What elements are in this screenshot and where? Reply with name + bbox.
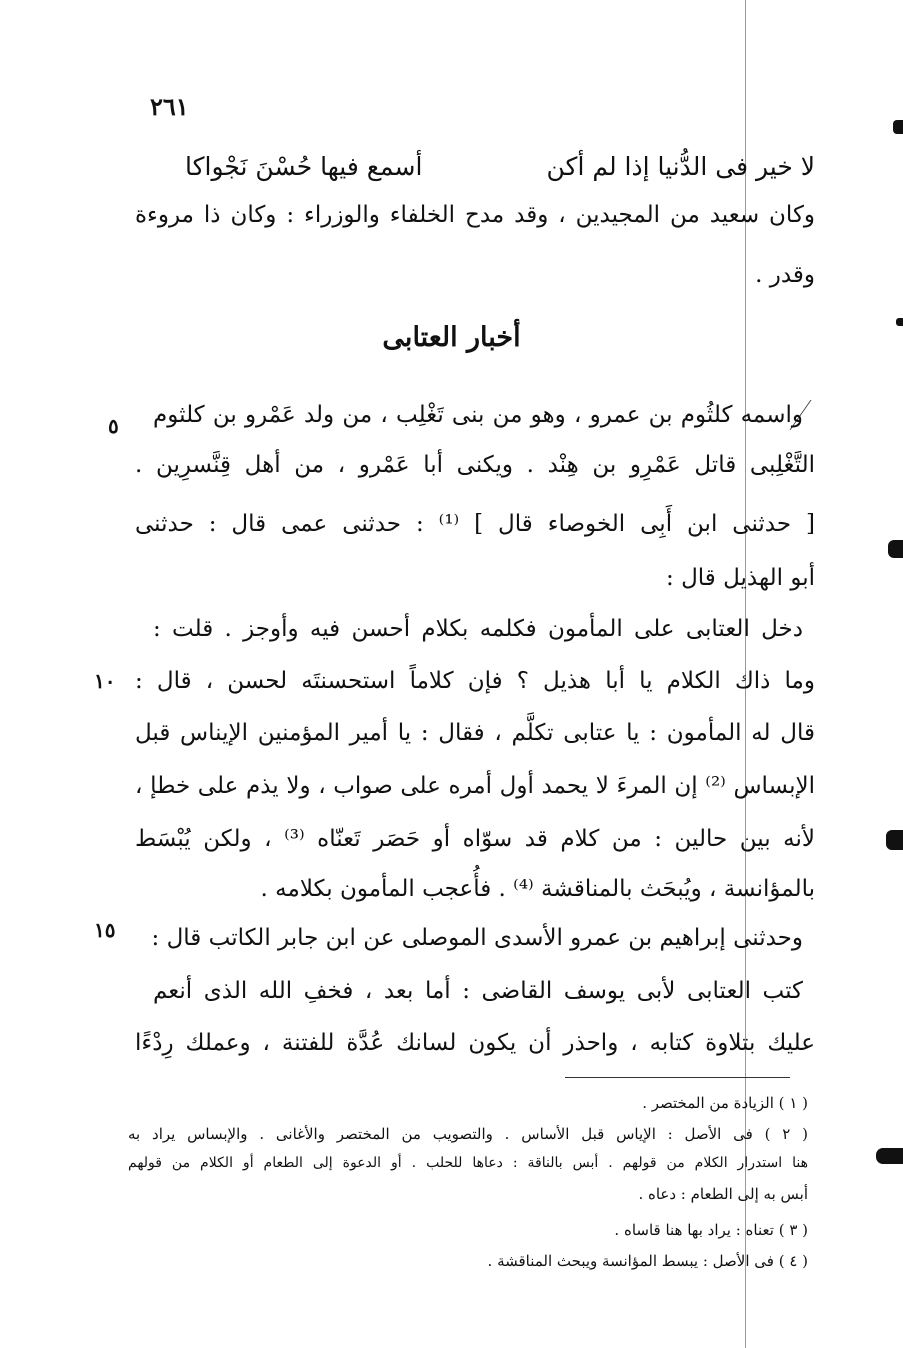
body-line: كتب العتابى لأبى يوسف القاضى : أما بعد ، فخفِ الله الذى أنعم — [153, 978, 803, 1004]
footnote: ( ٤ ) فى الأصل : يبسط المؤانسة ويبحث المناقشة . — [487, 1252, 808, 1270]
edge-scan-mark — [886, 830, 903, 850]
footnote: هنا استدرار الكلام من قولهم . أبس بالناقة : دعاها للحلب . أو الدعوة إلى الطعام أو الكلام من قولهم — [128, 1155, 808, 1171]
footnote: أبس به إلى الطعام : دعاه . — [638, 1185, 808, 1203]
body-line: قال له المأمون : يا عتابى تكلَّم ، فقال : يا أمير المؤمنين الإيناس قبل — [135, 720, 815, 746]
body-line: وحدثنى إبراهيم بن عمرو الأسدى الموصلى عن ابن جابر الكاتب قال : — [151, 925, 803, 951]
footnote: ( ١ ) الزيادة من المختصر . — [642, 1094, 808, 1112]
edge-scan-mark — [888, 540, 903, 558]
verse-hemistich-right: لا خير فى الدُّنيا إذا لم أكن — [546, 152, 815, 181]
body-line: التَّغْلِبى قاتل عَمْرِو بن هِنْد . ويكنى أبا عَمْرو ، من أهل قِنَّسرِين . — [135, 452, 815, 478]
body-line: بالمؤانسة ، ويُبحَث بالمناقشة ⁽⁴⁾ . فأُعجب المأمون بكلامه . — [260, 876, 815, 902]
footnote-separator — [565, 1077, 790, 1078]
line-number-10: ١٠ — [94, 669, 116, 693]
verse-hemistich-left: أسمع فيها حُسْنَ نَجْواكا — [185, 152, 423, 181]
line-number-5: ٥ — [108, 414, 119, 438]
intro-line: وقدر . — [755, 262, 815, 288]
body-line: دخل العتابى على المأمون فكلمه بكلام أحسن فيه وأوجز . قلت : — [153, 616, 803, 642]
body-line: أبو الهذيل قال : — [666, 565, 815, 591]
line-number-15: ١٥ — [94, 918, 116, 942]
page-number: ٢٦١ — [150, 92, 189, 121]
edge-scan-mark — [876, 1148, 903, 1164]
intro-line: وكان سعيد من المجيدين ، وقد مدح الخلفاء والوزراء : وكان ذا مروءة — [135, 202, 815, 228]
poetry-verse — [185, 152, 815, 181]
body-line: الإبساس ⁽²⁾ إن المرءَ لا يحمد أول أمره على صواب ، ولا يذم على خطإ ، — [135, 773, 815, 799]
section-heading: أخبار العتابى — [382, 322, 521, 353]
footnote: ( ٢ ) فى الأصل : الإياس قبل الأساس . والتصويب من المختصر والأغانى . والإبساس يراد به — [128, 1125, 808, 1143]
body-line: [ حدثنى ابن أَبِى الخوصاء قال ] ⁽¹⁾ : حدثنى عمى قال : حدثنى — [135, 511, 815, 537]
body-line: وما ذاك الكلام يا أبا هذيل ؟ فإن كلاماً استحسنتَه لحسن ، قال : — [135, 668, 815, 694]
footnote: ( ٣ ) تعناه : يراد بها هنا قاساه . — [614, 1221, 808, 1239]
body-line: عليك بتلاوة كتابه ، واحذر أن يكون لسانك عُدَّة للفتنة ، وعملك رِدْءًا — [135, 1030, 815, 1056]
edge-scan-mark — [893, 120, 903, 134]
body-line: واسمه كلثُوم بن عمرو ، وهو من بنى تَغْلِب ، من ولد عَمْرو بن كلثوم — [153, 402, 803, 428]
body-line: لأنه بين حالين : من كلام قد سوّاه أو حَصَر تَعنّاه ⁽³⁾ ، ولكن يُبْسَط — [135, 826, 815, 852]
